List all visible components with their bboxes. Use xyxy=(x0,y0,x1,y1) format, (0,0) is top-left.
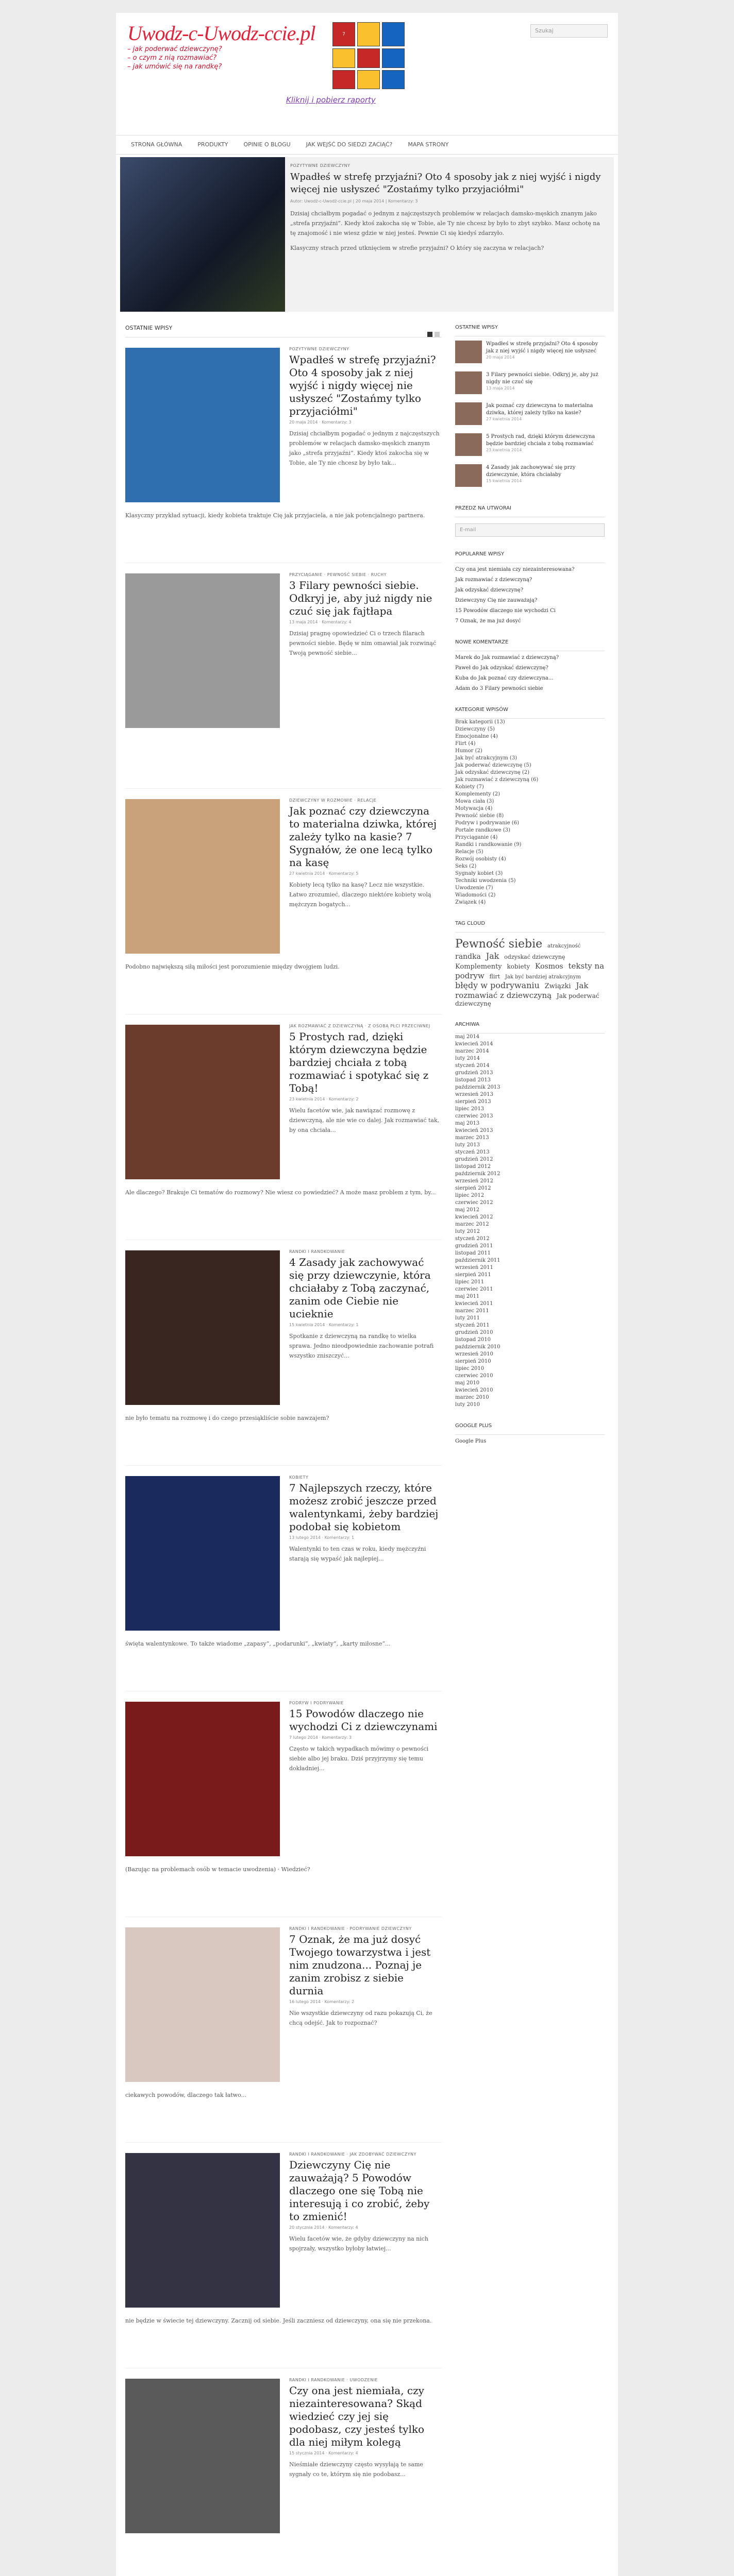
post-item xyxy=(125,1014,442,1240)
post-thumbnail[interactable] xyxy=(125,2379,280,2533)
site-logo[interactable] xyxy=(127,22,328,78)
sidebar-thumbnail[interactable] xyxy=(455,371,482,394)
archive-link[interactable]: luty 2011 xyxy=(455,1315,480,1321)
tag-link[interactable]: teksty na podryw xyxy=(455,961,605,980)
post-item xyxy=(125,1917,442,2143)
archive-link[interactable]: czerwiec 2012 xyxy=(455,1199,493,1206)
sidebar-popular-heading: POPULARNE WPISY xyxy=(455,546,605,563)
recent-comment-link[interactable]: Marek do Jak rozmawiać z dziewczyną? xyxy=(455,655,559,660)
archive-link[interactable]: październik 2011 xyxy=(455,1257,501,1263)
archive-link[interactable]: wrzesień 2013 xyxy=(455,1091,493,1097)
tag-link[interactable]: odzyskać dziewczynę xyxy=(504,954,565,961)
archive-link[interactable]: październik 2013 xyxy=(455,1084,501,1090)
post-meta: 13 lutego 2014 · Komentarzy: 1 xyxy=(289,1535,355,1540)
post-meta: 13 maja 2014 · Komentarzy: 4 xyxy=(289,620,352,624)
archive-link[interactable]: kwiecień 2011 xyxy=(455,1300,493,1307)
nav-item-reviews[interactable]: OPINIE O BLOGU xyxy=(243,141,291,148)
archive-link[interactable]: listopad 2013 xyxy=(455,1077,491,1083)
archive-link[interactable]: październik 2010 xyxy=(455,1344,501,1350)
post-item xyxy=(125,1466,442,1691)
category-link[interactable]: Pewność siebie (8) xyxy=(455,813,504,819)
tag-link[interactable]: randka xyxy=(455,953,481,961)
post-list xyxy=(125,337,442,2576)
archive-link[interactable]: listopad 2012 xyxy=(455,1163,491,1170)
post-excerpt-continued: Podobno największą siłą miłości jest porozumienie między dwojgiem ludzi. xyxy=(125,963,340,970)
sidebar-recent-date: 20 maja 2014 xyxy=(486,355,515,360)
sidebar-recent-list xyxy=(455,336,605,491)
email-field[interactable]: E-mail xyxy=(455,523,605,537)
ad-tile[interactable]: 7 xyxy=(332,22,355,46)
archive-link[interactable]: kwiecień 2012 xyxy=(455,1214,493,1220)
archive-link[interactable]: lipiec 2011 xyxy=(455,1279,485,1285)
sidebar-comments-list xyxy=(455,654,605,692)
post-title[interactable]: 7 Najlepszych rzeczy, które możesz zrobić jeszcze przed walentynkami, żeby bardziej podobał się kobietom xyxy=(289,1482,439,1533)
tag-link[interactable]: Jak rozmawiać z dziewczyną xyxy=(455,980,589,1000)
category-link[interactable]: Podryw i podrywanie (6) xyxy=(455,820,519,826)
sidebar-recent-item[interactable] xyxy=(455,460,605,491)
post-excerpt: Często w takich wypadkach mówimy o pewności siebie albo jej braku. Dziś przyjrzymy się temu dokładniej... xyxy=(289,1745,429,1772)
archive-link[interactable]: sierpień 2010 xyxy=(455,1358,491,1364)
post-category[interactable]: DZIEWCZYNY W ROZMOWIE · RELACJE xyxy=(289,798,377,803)
category-link[interactable]: Jak odzyskać dziewczynę (2) xyxy=(455,770,530,775)
archive-link[interactable]: listopad 2011 xyxy=(455,1250,491,1256)
post-category[interactable]: RANDKI I RANDKOWANIE xyxy=(289,1249,345,1254)
category-link[interactable]: Sygnały kobiet (3) xyxy=(455,871,503,876)
archive-link[interactable]: lipiec 2013 xyxy=(455,1106,485,1112)
archive-link[interactable]: luty 2014 xyxy=(455,1055,480,1061)
tag-link[interactable]: Jak być bardziej atrakcyjnym xyxy=(505,974,581,980)
category-link[interactable]: Przyciąganie (4) xyxy=(455,835,498,840)
gplus-link[interactable]: Google Plus xyxy=(455,1438,487,1444)
post-excerpt: Walentynki to ten czas w roku, kiedy mężczyźni starają się wypaść jak najlepiej... xyxy=(289,1546,426,1562)
archive-link[interactable]: maj 2012 xyxy=(455,1207,480,1213)
sidebar-recent-title[interactable]: 5 Prostych rad, dzięki którym dziewczyna będzie bardziej chciała z tobą rozmawiać xyxy=(486,434,595,447)
download-reports-link[interactable]: Kliknij i pobierz raporty xyxy=(286,95,376,105)
sidebar-archive-list xyxy=(455,1033,605,1409)
post-title[interactable]: 15 Powodów dlaczego nie wychodzi Ci z dziewczynami xyxy=(289,1707,438,1733)
tag-link[interactable]: flirt xyxy=(489,973,501,980)
category-link[interactable]: Rozwój osobisty (4) xyxy=(455,856,506,862)
sidebar-recent-date: 13 maja 2014 xyxy=(486,386,515,391)
section-heading-label: OSTATNIE WPISY xyxy=(125,325,173,331)
post-excerpt-continued: Klasyczny przykład sytuacji, kiedy kobieta traktuje Cię jak przyjaciela, a nie jak potencjalnego partnera. xyxy=(125,512,425,519)
dot-active[interactable] xyxy=(427,332,432,337)
post-excerpt-continued: (Bazując na problemach osób w temacie uwodzenia) · Wiedzieć? xyxy=(125,1866,310,1873)
post-item xyxy=(125,563,442,789)
sidebar-recent-item[interactable] xyxy=(455,398,605,429)
sidebar-recent-date: 15 kwietnia 2014 xyxy=(486,479,522,483)
post-excerpt: Spotkanie z dziewczyną na randkę to wielka sprawa. Jedno nieodpowiednie zachowanie potrafi wszystko zniszczyć... xyxy=(289,1333,434,1359)
tag-link[interactable]: błędy w podrywaniu xyxy=(455,980,540,990)
tagline-1: – jak poderwać dziewczynę? xyxy=(127,45,222,53)
popular-post-link[interactable]: Dziewczyny Cię nie zauważają? xyxy=(455,598,538,603)
category-link[interactable]: Kobiety (7) xyxy=(455,784,484,790)
post-title[interactable]: Czy ona jest niemiała, czy niezainteresowana? Skąd wiedzieć czy jej się podobasz, czy jesteś tylko dla niej miłym kolegą xyxy=(289,2384,425,2448)
featured-category[interactable]: POZYTYWNE DZIEWCZYNY xyxy=(290,163,351,168)
sidebar-thumbnail[interactable] xyxy=(455,433,482,456)
archive-link[interactable]: sierpień 2013 xyxy=(455,1098,491,1105)
post-excerpt-continued: nie było tematu na rozmowę i do czego przesiąkliście sobie nawzajem? xyxy=(125,1415,329,1421)
recent-comment-link[interactable]: Adam do 3 Filary pewności siebie xyxy=(455,686,543,691)
post-excerpt: Wielu facetów wie, jak nawiązać rozmowę z dziewczyną, ale nie wie co dalej. Jak rozmawiać tak, by ona chciała... xyxy=(289,1107,440,1133)
ad-tile[interactable] xyxy=(382,70,405,89)
archive-link[interactable]: luty 2013 xyxy=(455,1142,480,1148)
post-meta: 16 lutego 2014 · Komentarzy: 2 xyxy=(289,1999,355,2004)
archive-link[interactable]: grudzień 2013 xyxy=(455,1070,493,1076)
recent-comment-link[interactable]: Paweł do Jak odzyskać dziewczynę? xyxy=(455,665,548,671)
category-link[interactable]: Seks (2) xyxy=(455,863,477,869)
sidebar-recent-item[interactable] xyxy=(455,429,605,460)
popular-post-link[interactable]: 7 Oznak, że ma już dosyć xyxy=(455,618,521,624)
post-item xyxy=(125,789,442,1014)
logo-text: Uwodz-c-Uwodz-ccie.pl xyxy=(127,22,315,45)
post-category[interactable]: RANDKI I RANDKOWANIE · UWODZENIE xyxy=(289,2378,378,2382)
ad-tile[interactable] xyxy=(357,48,380,67)
sidebar-thumbnail[interactable] xyxy=(455,402,482,425)
ad-tile[interactable] xyxy=(332,48,355,67)
post-category[interactable]: RANDKI I RANDKOWANIE · JAK ZDOBYWAĆ DZIEWCZYNY xyxy=(289,2152,416,2157)
ad-grid[interactable] xyxy=(332,22,405,89)
recent-comment-link[interactable]: Kuba do Jak poznać czy dziewczyna... xyxy=(455,675,554,681)
post-item xyxy=(125,337,442,563)
archive-link[interactable]: marzec 2011 xyxy=(455,1308,489,1314)
post-thumbnail[interactable] xyxy=(125,1476,280,1631)
archive-link[interactable]: czerwiec 2011 xyxy=(455,1286,493,1292)
archive-link[interactable]: sierpień 2012 xyxy=(455,1185,491,1191)
tag-link[interactable]: Jak xyxy=(486,951,499,961)
tagline-2: – o czym z nią rozmawiać? xyxy=(127,54,217,62)
post-meta: 15 stycznia 2014 · Komentarzy: 4 xyxy=(289,2451,358,2455)
popular-post-link[interactable]: Czy ona jest niemiała czy niezainteresowana? xyxy=(455,567,575,572)
archive-link[interactable]: wrzesień 2010 xyxy=(455,1351,493,1357)
featured-post[interactable] xyxy=(120,157,614,312)
sidebar-subscribe-heading: PRZEDZ NA UTWORAI xyxy=(455,500,605,517)
post-excerpt-continued: nie będzie w świecie tej dziewczyny. Zacznij od siebie. Jeśli zaczniesz od dziewczyny, ona się nie przekona. xyxy=(125,2317,432,2324)
sidebar-popular-list xyxy=(455,566,605,625)
tag-link[interactable]: atrakcyjność xyxy=(547,943,581,949)
sidebar-recent-title[interactable]: Wpadłeś w strefę przyjaźni? Oto 4 sposoby jak z niej wyjść i nigdy więcej nie usłyszeć xyxy=(486,341,598,354)
site-header xyxy=(116,13,618,127)
post-thumbnail[interactable] xyxy=(125,1702,280,1856)
post-title[interactable]: Wpadłeś w strefę przyjaźni? Oto 4 sposoby jak z niej wyjść i nigdy więcej nie usłyszeć "Zostańmy tylko przyjaciółmi" xyxy=(289,353,436,417)
archive-link[interactable]: październik 2012 xyxy=(455,1171,501,1177)
sidebar-gplus-heading: GOOGLE PLUS xyxy=(455,1418,605,1435)
dot[interactable] xyxy=(435,332,440,337)
tag-link[interactable]: Kosmos xyxy=(535,962,563,971)
post-excerpt-continued: Ale dlaczego? Brakuje Ci tematów do rozmowy? Nie wiesz co powiedzieć? A może masz problem z tym, by... xyxy=(125,1189,436,1196)
post-excerpt: Dzisiaj chciałbym pogadać o jednym z najczęstszych problemów w relacjach damsko-męskich znanym jako „strefa przyjaźni”. Kiedy ktoś zakocha się w Tobie, ale Ty nie chcesz by było tak... xyxy=(289,430,440,466)
sidebar-thumbnail[interactable] xyxy=(455,341,482,363)
ad-tile[interactable] xyxy=(332,70,355,89)
post-title[interactable]: 4 Zasady jak zachowywać się przy dziewczynie, która chciałaby z Tobą zaczynać, zanim ode Ciebie nie ucieknie xyxy=(289,1256,431,1320)
archive-link[interactable]: kwiecień 2014 xyxy=(455,1041,493,1047)
sidebar-recent-item[interactable] xyxy=(455,336,605,367)
tagline-3: – jak umówić się na randkę? xyxy=(127,63,222,71)
tag-link[interactable]: Jak poderwać dziewczynę xyxy=(455,992,599,1007)
nav-item-sitemap[interactable]: MAPA STRONY xyxy=(408,141,449,148)
main-content xyxy=(125,319,442,2576)
archive-link[interactable]: styczeń 2014 xyxy=(455,1062,490,1069)
main-nav xyxy=(116,135,618,155)
sidebar-archive-heading: ARCHIWA xyxy=(455,1016,605,1033)
page-container xyxy=(116,13,618,2576)
category-link[interactable]: Dziewczyny (5) xyxy=(455,726,495,732)
post-meta: 23 kwietnia 2014 · Komentarzy: 2 xyxy=(289,1097,359,1101)
post-category[interactable]: RANDKI I RANDKOWANIE · PODRYWANIE DZIEWCZYNY xyxy=(289,1926,412,1931)
popular-post-link[interactable]: 15 Powodów dlaczego nie wychodzi Ci xyxy=(455,608,556,614)
category-link[interactable]: Jak poderwać dziewczynę (5) xyxy=(455,762,531,768)
category-link[interactable]: Komplementy (2) xyxy=(455,791,501,797)
search-input[interactable]: Szukaj xyxy=(530,24,608,38)
archive-link[interactable]: maj 2013 xyxy=(455,1120,480,1126)
featured-title[interactable]: Wpadłeś w strefę przyjaźni? Oto 4 sposoby jak z niej wyjść i nigdy więcej nie usłyszeć "Zostańmy tylko przyjaciółmi" xyxy=(290,172,601,195)
category-link[interactable]: Mowa ciała (3) xyxy=(455,799,494,804)
post-thumbnail[interactable] xyxy=(125,799,280,954)
category-link[interactable]: Motywacja (4) xyxy=(455,806,493,811)
featured-excerpt: Dzisiaj chciałbym pogadać o jednym z najczęstszych problemów w relacjach damsko-męskich znanym jako „strefa przyjaźni”. Kiedy ktoś zakocha się w Tobie, ale Ty nie chcesz by było to zbyt szybko. Masz ochotę na tę znajomość i nie wiesz gdzie w niej jesteś. Pewnie Ci się kiedyś zdarzyło. xyxy=(290,210,600,236)
sidebar-tags-heading: TAG CLOUD xyxy=(455,916,605,933)
post-excerpt: Nie wszystkie dziewczyny od razu pokazują Ci, że chcą odejść. Jak to rozpoznać? xyxy=(289,2010,432,2026)
post-item xyxy=(125,1691,442,1917)
featured-excerpt-2: Klasyczny strach przed utknięciem w strefie przyjaźni? O który się zaczyna w relacjach? xyxy=(290,245,544,251)
tag-link[interactable]: Związki xyxy=(544,982,571,990)
nav-item-home[interactable]: STRONA GŁÓWNA xyxy=(131,141,182,148)
category-link[interactable]: Związek (4) xyxy=(455,900,486,905)
section-heading xyxy=(125,319,442,337)
category-link[interactable]: Relacje (5) xyxy=(455,849,483,855)
category-link[interactable]: Techniki uwodzenia (5) xyxy=(455,878,516,884)
archive-link[interactable]: czerwiec 2010 xyxy=(455,1372,493,1379)
post-thumbnail[interactable] xyxy=(125,348,280,502)
archive-link[interactable]: grudzień 2012 xyxy=(455,1156,493,1162)
post-excerpt: Wielu facetów wie, że gdyby dziewczyny na nich spojrzały, wszystko byłoby łatwiej... xyxy=(289,2235,429,2252)
post-item xyxy=(125,2368,442,2576)
archive-link[interactable]: lipiec 2010 xyxy=(455,1365,485,1371)
post-thumbnail[interactable] xyxy=(125,573,280,728)
category-link[interactable]: Wiadomości (2) xyxy=(455,892,496,898)
category-link[interactable]: Uwodzenie (7) xyxy=(455,885,493,891)
post-thumbnail[interactable] xyxy=(125,1250,280,1405)
category-link[interactable]: Humor (2) xyxy=(455,748,482,754)
tag-link[interactable]: Komplementy xyxy=(455,963,502,971)
nav-item-how-to[interactable]: JAK WEJŚĆ DO SIEDZI ZACIĄĆ? xyxy=(306,141,393,148)
archive-link[interactable]: kwiecień 2013 xyxy=(455,1127,493,1133)
archive-link[interactable]: sierpień 2011 xyxy=(455,1272,491,1278)
post-title[interactable]: Dziewczyny Cię nie zauważają? 5 Powodów dlaczego one się Tobą nie interesują i co zrobić, żeby to zmienić! xyxy=(289,2159,430,2223)
archive-link[interactable]: lipiec 2012 xyxy=(455,1192,485,1198)
archive-link[interactable]: maj 2011 xyxy=(455,1293,480,1299)
post-category[interactable]: PRZYCIĄGANIE · PEWNOŚĆ SIEBIE · RUCHY xyxy=(289,572,387,577)
category-link[interactable]: Portale randkowe (3) xyxy=(455,827,510,833)
archive-link[interactable]: styczeń 2012 xyxy=(455,1235,490,1242)
post-excerpt: Kobiety lecą tylko na kasę? Lecz nie wszystkie. Łatwo zrozumieć, dlaczego niektóre kobiety wolą mężczyzn bogatych... xyxy=(289,882,431,908)
archive-link[interactable]: listopad 2010 xyxy=(455,1336,491,1343)
sidebar-recent-item[interactable] xyxy=(455,367,605,398)
post-title[interactable]: 3 Filary pewności siebie. Odkryj je, aby już nigdy nie czuć się jak fajtłapa xyxy=(289,579,432,617)
featured-meta: Autor: Uwodź-c-Uwodź-ccie.pl | 20 maja 2014 | Komentarzy: 3 xyxy=(290,199,418,204)
post-meta: 20 maja 2014 · Komentarzy: 3 xyxy=(289,420,352,425)
archive-link[interactable]: wrzesień 2012 xyxy=(455,1178,493,1184)
archive-link[interactable]: styczeń 2013 xyxy=(455,1149,490,1155)
archive-link[interactable]: marzec 2010 xyxy=(455,1394,489,1400)
sidebar-recent-title[interactable]: 3 Filary pewności siebie. Odkryj je, aby już nigdy nie czuć się xyxy=(486,372,598,385)
post-excerpt-continued: święta walentynkowe. To także wiadome „zapasy”, „podarunki”, „kwiaty”, „karty miłosne”... xyxy=(125,1640,391,1647)
archive-link[interactable]: marzec 2014 xyxy=(455,1048,489,1054)
category-link[interactable]: Flirt (4) xyxy=(455,741,476,747)
post-thumbnail[interactable] xyxy=(125,1025,280,1179)
category-link[interactable]: Randki i randkowanie (9) xyxy=(455,842,522,848)
sidebar-recent-title[interactable]: Jak poznać czy dziewczyna to materialna dziwka, której zależy tylko na kasie? xyxy=(486,403,593,416)
archive-link[interactable]: kwiecień 2010 xyxy=(455,1387,493,1393)
post-title[interactable]: 7 Oznak, że ma już dosyć Twojego towarzystwa i jest nim znudzona... Poznaj je zanim zrobisz z siebie durnia xyxy=(289,1933,431,1997)
category-link[interactable]: Brak kategorii (13) xyxy=(455,719,505,725)
nav-item-products[interactable]: PRODUKTY xyxy=(197,141,228,148)
post-excerpt: Dzisiaj pragnę opowiedzieć Ci o trzech filarach pewności siebie. Będę w nim omawiał jak rozwinąć Twoją pewność siebie... xyxy=(289,630,437,656)
post-category[interactable]: JAK ROZMAWIAĆ Z DZIEWCZYNĄ · Z OSOBĄ PŁCI PRZECIWNEJ xyxy=(289,1024,430,1028)
popular-post-link[interactable]: Jak odzyskać dziewczynę? xyxy=(455,587,524,593)
archive-link[interactable]: wrzesień 2011 xyxy=(455,1264,493,1270)
sidebar-comments-heading: NOWE KOMENTARZE xyxy=(455,634,605,651)
popular-post-link[interactable]: Jak rozmawiać z dziewczyną? xyxy=(455,577,532,583)
post-category[interactable]: POZYTYWNE DZIEWCZYNY xyxy=(289,347,349,351)
featured-image[interactable] xyxy=(120,157,285,312)
post-excerpt: Nieśmiałe dziewczyny często wysyłają te same sygnały co te, którym się nie podobasz... xyxy=(289,2461,423,2478)
archive-link[interactable]: czerwiec 2013 xyxy=(455,1113,493,1119)
ad-tile[interactable] xyxy=(357,22,380,46)
sidebar-recent-date: 23 kwietnia 2014 xyxy=(486,448,522,452)
post-category[interactable]: PODRYW I PODRYWANIE xyxy=(289,1701,344,1705)
post-meta: 7 lutego 2014 · Komentarzy: 3 xyxy=(289,1735,352,1740)
post-item xyxy=(125,2143,442,2368)
ad-tile[interactable] xyxy=(382,22,405,46)
category-link[interactable]: Emocjonalne (4) xyxy=(455,734,498,739)
tag-link[interactable]: kobiety xyxy=(507,963,530,971)
archive-link[interactable]: marzec 2013 xyxy=(455,1134,489,1141)
archive-link[interactable]: maj 2010 xyxy=(455,1380,480,1386)
post-thumbnail[interactable] xyxy=(125,1927,280,2082)
archive-link[interactable]: grudzień 2010 xyxy=(455,1329,493,1335)
post-excerpt-continued: ciekawych powodów, dlaczego tak łatwo... xyxy=(125,2092,247,2098)
post-category[interactable]: KOBIETY xyxy=(289,1475,309,1480)
ad-tile[interactable] xyxy=(357,70,380,89)
sidebar-recent-title[interactable]: 4 Zasady jak zachowywać się przy dziewczynie, która chciałaby xyxy=(486,465,576,478)
archive-link[interactable]: marzec 2012 xyxy=(455,1221,489,1227)
category-link[interactable]: Jak rozmawiać z dziewczyną (6) xyxy=(455,777,539,783)
post-meta: 27 kwietnia 2014 · Komentarzy: 5 xyxy=(289,871,359,876)
archive-link[interactable]: luty 2012 xyxy=(455,1228,480,1234)
archive-link[interactable]: luty 2010 xyxy=(455,1401,480,1408)
sidebar-categories-list xyxy=(455,719,605,906)
post-title[interactable]: Jak poznać czy dziewczyna to materialna dziwka, której zależy tylko na kasie? 7 Sygnałów, że one lecą tylko na kasę xyxy=(289,805,437,869)
sidebar-thumbnail[interactable] xyxy=(455,464,482,487)
post-meta: 20 stycznia 2014 · Komentarzy: 4 xyxy=(289,2225,358,2230)
archive-link[interactable]: maj 2014 xyxy=(455,1033,480,1040)
sidebar-recent-heading: OSTATNIE WPISY xyxy=(455,319,605,336)
archive-link[interactable]: styczeń 2011 xyxy=(455,1322,490,1328)
ad-tile[interactable] xyxy=(382,48,405,67)
post-thumbnail[interactable] xyxy=(125,2153,280,2308)
category-link[interactable]: Jak być atrakcyjnym (3) xyxy=(455,755,518,761)
post-title[interactable]: 5 Prostych rad, dzięki którym dziewczyna będzie bardziej chciała z tobą rozmawiać i spotykać się z Tobą! xyxy=(289,1030,429,1094)
archive-link[interactable]: grudzień 2011 xyxy=(455,1243,493,1249)
post-meta: 15 kwietnia 2014 · Komentarzy: 1 xyxy=(289,1323,359,1327)
tag-link[interactable]: Pewność siebie xyxy=(455,938,543,951)
sidebar-recent-date: 27 kwietnia 2014 xyxy=(486,417,522,421)
tag-cloud xyxy=(455,938,605,1007)
post-item xyxy=(125,1240,442,1466)
sidebar xyxy=(455,319,605,1445)
sidebar-categories-heading: KATEGORIE WPISÓW xyxy=(455,702,605,719)
